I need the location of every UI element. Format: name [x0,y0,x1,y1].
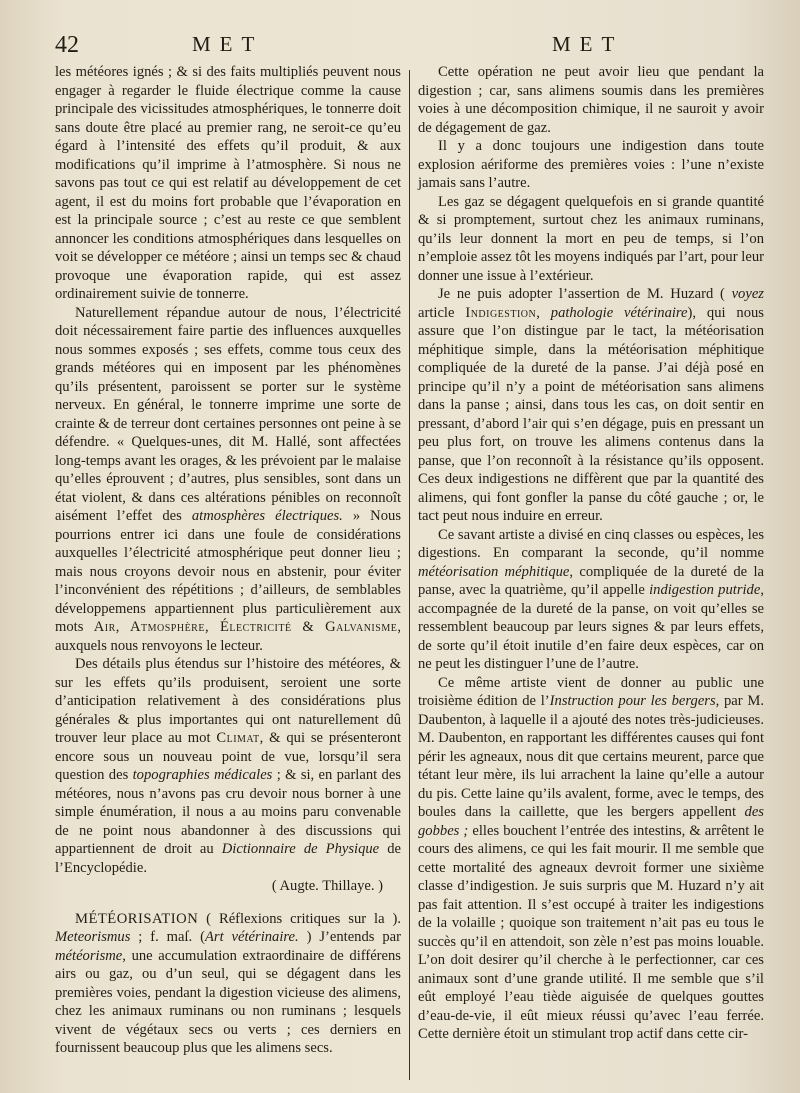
emphasis: topographies médicales [132,767,273,783]
emphasis: pathologie vétérinaire [550,304,688,321]
paragraph: Ce savant artiste a divisé en cinq classes ou espèces, les digestions. En comparant la seconde, qu’il nomme météorisation méphitique, compliquée de la dureté de la panse, avec la quatrième, qu’il appelle indigestion putride, accompagnée de la dureté de la panse, on voit qu’elles se ressemblent beaucoup par leurs signes & par leurs effets, de sorte qu’il étoit inutile d’en faire deux espèces, car on ne peut les distinguer l’une de l’autre. [418,526,764,672]
emphasis: indigestion putride [649,582,761,598]
entry-paragraph: MÉTÉORISATION ( Réflexions critiques sur la ). Meteorismus ; f. maſ. (Art vétérinaire. ) J’entends par météorisme, une accumulation extraordinaire de différens airs ou gaz, ou d’un seul, qui se dégagent dans les premières voies, pendant la digestion vicieuse des alimens, chez les animaux ruminans ou non ruminans ; lesquels vivent de végétaux secs ou verts ; ces derniers en fournissent beaucoup plus que les alimens secs. [55,910,401,1056]
emphasis: voyez [731,286,764,302]
paragraph: Naturellement répandue autour de nous, l’électricité doit nécessairement faire partie des influences auxquelles nous sommes exposés ; ses effets, comme tous ceux des grands météores qui en imposent par les phénomènes qu’ils présentent, paroissent se porter sur le système nerveux. En général, le tonnerre imprime une sorte de crainte & de terreur dont certaines personnes ont peine à se défendre. « Quelques-unes, dit M. Hallé, sont affectées long-temps avant les orages, & les prévoient par le malaise qu’elles éprouvent ; d’autres, plus sensibles, sont dans un état violent, & dans ces altérations pénibles on reconnoît aisément l’effet des atmosphères électriques. » Nous pourrions entrer ici dans une foule de considérations auxquelles l’électricité atmosphérique peut donner lieu ; mais nous croyons devoir nous en abstenir, pour éviter l’inconvénient des répétitions ; d’ailleurs, de semblables développemens appartiennent plus particulièrement aux mots Air, Atmosphère, Électricité & Galvanisme, auxquels nous renvoyons le lecteur. [55,304,401,654]
cross-reference: Indigestion [465,304,537,321]
emphasis: des gobbes ; [418,804,764,839]
domain-label: Art vétérinaire. [204,929,299,945]
page-number: 42 [55,32,79,58]
latin-term: Meteorismus [55,929,131,945]
cross-reference: Climat [216,730,260,746]
right-column [418,63,764,1044]
paragraph: Des détails plus étendus sur l’histoire des météores, & sur les effets qu’ils produisent, seroient une sorte d’anticipation relativement à des considérations plus générales & plus importantes qui ont naturellement dû trouver leur place au mot Climat, & qui se présenteront encore sous un nouveau point de vue, lorsqu’il sera question des topographies médicales ; & si, en parlant des météores, nous n’avons pas cru devoir nous borner à une simple énumération, il nous a au moins paru convenable de ne point nous abandonner à des discussions qui appartiennent de droit au Dictionnaire de Physique de l’Encyclopédie. [55,656,401,876]
emphasis: météorisation méphitique [418,563,570,580]
cross-reference: Air, Atmosphère, Électricité & Galvanisme [93,619,398,635]
emphasis: Instruction pour les bergers [549,693,716,709]
running-head-right: MET [552,32,624,56]
emphasis: météorisme [55,947,123,964]
paragraph: Je ne puis adopter l’assertion de M. Huzard ( voyez article Indigestion, pathologie vétérinaire), qui nous assure que l’on distingue par le tact, la météorisation méphitique simple, dans la météorisation méphitique compliquée de la dureté de la panse. J’ai déjà posé en principe qu’il n’y a point de météorisation sans alimens dans la panse ; ainsi, dans tous les cas, on doit sentir en pressant, d’abord l’air qui s’en dégage, puis en pressant un peu plus fort, on trouve les alimens contenus dans la panse, que l’on reconnoît à la résistance qu’ils opposent. Ces deux indigestions ne diffèrent que par la quantité des alimens, qui font gonfler la panse du côté gauche ; or, le tact peut nous induire en erreur. [418,286,764,524]
emphasis: Dictionnaire de Physique [221,841,380,857]
paragraph: Les gaz se dégagent quelquefois en si grande quantité & si promptement, surtout chez les animaux ruminans, qu’ils leur donnent la mort en peu de temps, si l’on n’emploie assez tôt les moyens indiqués par l’art, pour leur donner une issue à l’extérieur. [418,193,764,284]
emphasis: atmosphères électriques. [191,508,343,524]
author-signature: ( Augte. Thillaye. ) [271,878,383,894]
paragraph: Ce même artiste vient de donner au public une troisième édition de l’Instruction pour les bergers, par M. Daubenton, à laquelle il a ajouté des notes très-judicieuses. M. Daubenton, en rapportant les différentes causes qui font périr les agneaux, nous dit que certains meurent, parce que tétant leur mère, ils lui arrachent la laine qu’elle a autour du pis. Cette laine qu’ils avalent, forme, avec le temps, des boules dans la caillette, que les bergers appellent des gobbes ; elles bouchent l’entrée des intestins, & arrêtent le cours des alimens, ce qui les fait mourir. Il me semble que cette mortalité des agneaux devroit former une sixième classe d’indigestion. Je suis surpris que M. Huzard n’y ait pas fait attention. Il s’est occupé à traiter les indigestions de la volaille ; quoique son traitement n’ait pas eu tous le succès qu’il en attendoit, son zèle n’est pas moins louable. L’on doit desirer qu’il cherche à le perfectionner, car ces animaux sont d’une grande utilité. Il me semble que s’il eût employé l’eau tiède aiguisée de quelques gouttes d’eau-de-vie, il eût mieux réussi qu’avec l’eau ferrée. Cette dernière étoit un stimulant trop actif dans cette cir- [418,674,764,1042]
paragraph: Cette opération ne peut avoir lieu que pendant la digestion ; car, sans alimens soumis dans les premières voies à une décomposition chimique, il ne sauroit y avoir de dégagement de gaz. [418,64,764,136]
running-head-left: MET [192,32,264,56]
left-column [55,63,401,1058]
paragraph: les météores ignés ; & si des faits multipliés peuvent nous engager à regarder le fluide électrique comme la cause principale des vicissitudes atmosphériques, le tonnerre doit sans doute être placé au premier rang, ne seroit-ce qu’eu égard à l’intensité des effets qu’il produit, & aux modifications qu’il imprime à l’atmosphère. Si nous ne savons pas tout ce qui est relatif au développement de cet agent, il est du moins fort probable que l’évaporation en est la principale source ; c’est au reste ce que semblent annoncer les conditions atmosphériques dans lesquelles on voit se développer ce météore ; ainsi un temps sec & chaud provoque une évaporation rapide, qui est assez ordinairement suivie de tonnerre. [55,64,401,302]
entry-headword: MÉTÉORISATION [75,910,199,927]
column-rule [409,70,410,1080]
paragraph: Il y a donc toujours une indigestion dans toute explosion aériforme des premières voies : l’une n’existe jamais sans l’autre. [418,138,764,191]
